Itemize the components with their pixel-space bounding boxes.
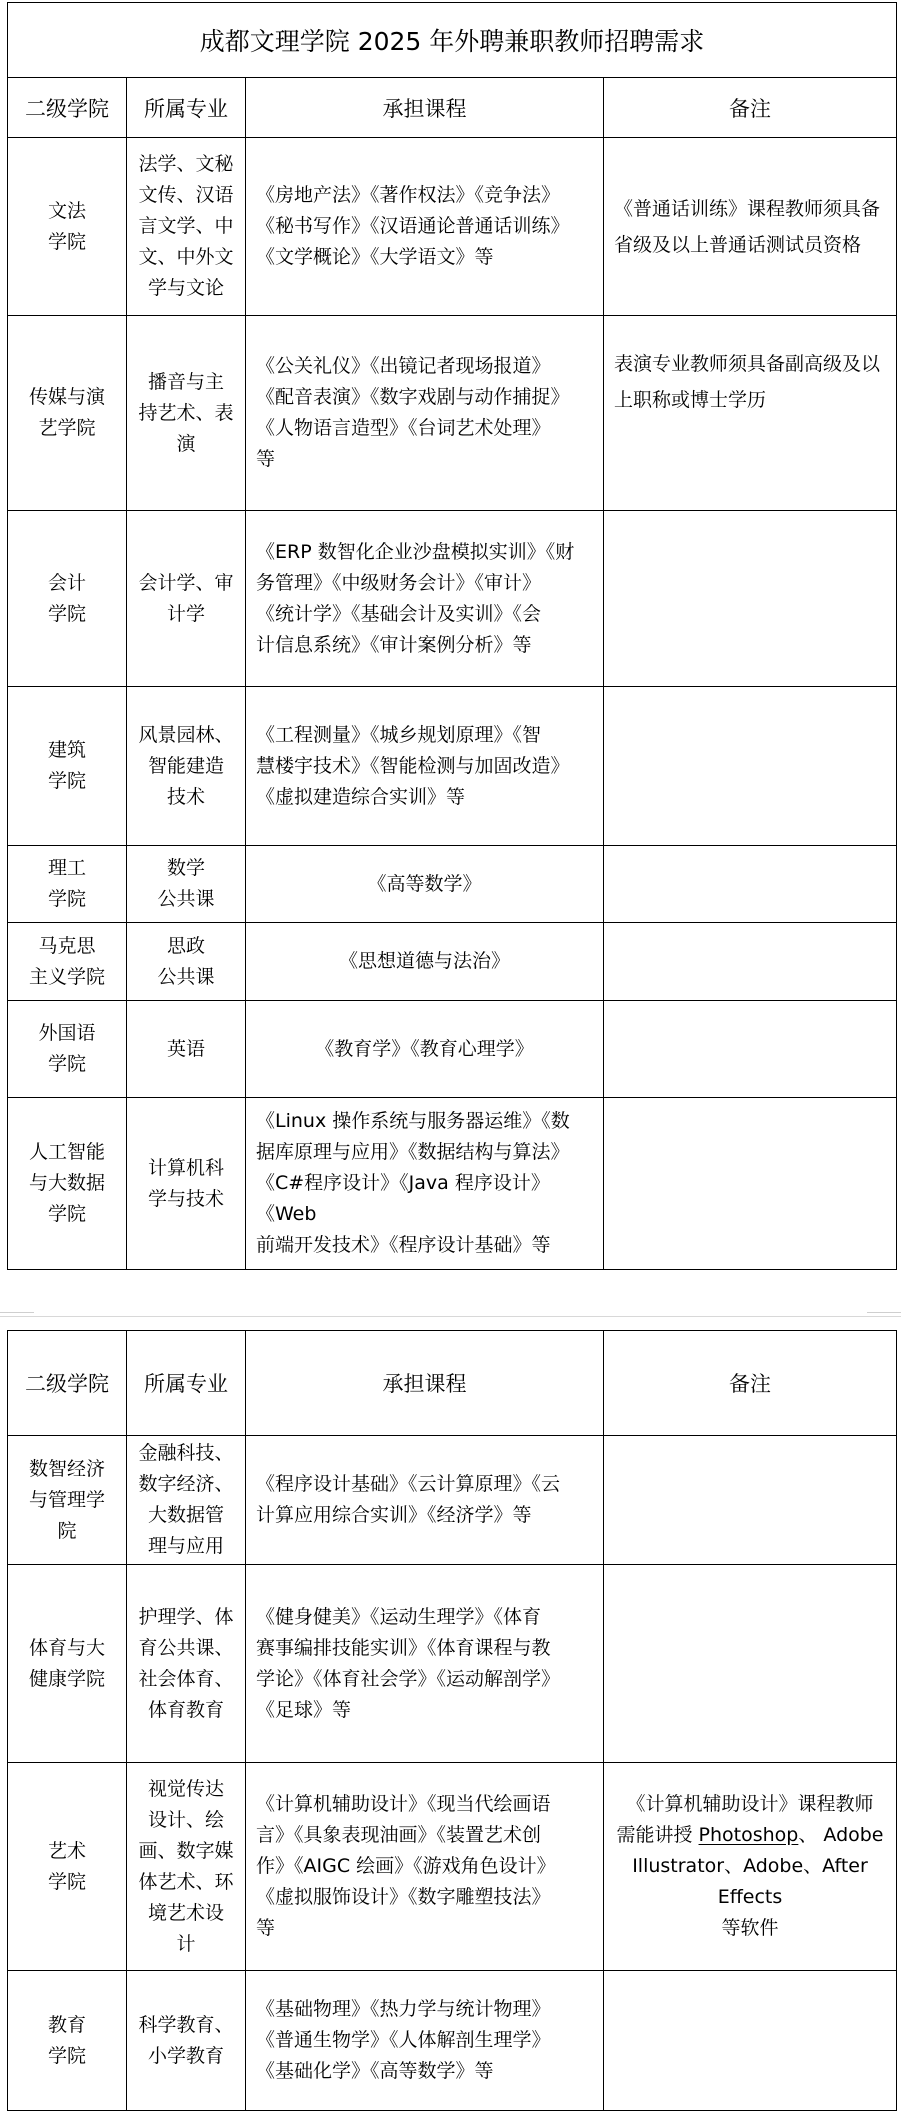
title-row [8, 3, 897, 78]
note-cell: 《普通话训练》课程教师须具备省级及以上普通话测试员资格 [604, 138, 897, 316]
college-cell: 建筑 学院 [8, 687, 127, 846]
courses-cell: 《高等数学》 [246, 846, 604, 923]
header-courses: 承担课程 [246, 78, 604, 138]
major-cell: 思政 公共课 [127, 923, 246, 1001]
courses-cell: 《基础物理》《热力学与统计物理》 《普通生物学》《人体解剖生理学》 《基础化学》《高等数学》等 [246, 1971, 604, 2111]
table-title: 成都文理学院 2025 年外聘兼职教师招聘需求 [8, 3, 897, 78]
college-cell: 理工 学院 [8, 846, 127, 923]
college-cell: 外国语 学院 [8, 1001, 127, 1098]
table-row [8, 687, 897, 846]
major-cell: 数学 公共课 [127, 846, 246, 923]
header-row [8, 1331, 897, 1436]
note-cell [604, 1763, 897, 1971]
header-row [8, 78, 897, 138]
header-college: 二级学院 [8, 1331, 127, 1436]
header-notes: 备注 [604, 78, 897, 138]
page-corner-mark-right [867, 1312, 901, 1321]
major-cell: 科学教育、 小学教育 [127, 1971, 246, 2111]
courses-cell: 《教育学》《教育心理学》 [246, 1001, 604, 1098]
major-cell: 英语 [127, 1001, 246, 1098]
major-cell: 风景园林、 智能建造 技术 [127, 687, 246, 846]
note-cell [604, 1971, 897, 2111]
header-notes: 备注 [604, 1331, 897, 1436]
note-cell: 表演专业教师须具备副高级及以上职称或博士学历 [604, 316, 897, 511]
note-cell [604, 1001, 897, 1098]
table-row [8, 1436, 897, 1565]
table-row [8, 1001, 897, 1098]
college-cell: 人工智能 与大数据 学院 [8, 1098, 127, 1270]
note-text-c: 、 Adobe Illustrator、Adobe、After Effects 等软件 [632, 1824, 884, 1939]
major-cell: 会计学、审 计学 [127, 511, 246, 687]
courses-cell: 《公关礼仪》《出镜记者现场报道》 《配音表演》《数字戏剧与动作捕捉》 《人物语言造型》《台词艺术处理》 等 [246, 316, 604, 511]
note-cell [604, 923, 897, 1001]
college-cell: 马克思 主义学院 [8, 923, 127, 1001]
courses-cell: 《思想道德与法治》 [246, 923, 604, 1001]
college-cell: 艺术 学院 [8, 1763, 127, 1971]
note-cell [604, 687, 897, 846]
table-row [8, 316, 897, 511]
college-cell: 文法 学院 [8, 138, 127, 316]
page-corner-mark-left [0, 1312, 34, 1321]
page-break-line [0, 1316, 901, 1317]
courses-cell: 《计算机辅助设计》《现当代绘画语 言》《具象表现油画》《装置艺术创 作》《AIGC 绘画》《游戏角色设计》 《虚拟服饰设计》《数字雕塑技法》 等 [246, 1763, 604, 1971]
note-text-photoshop: Photoshop [698, 1824, 799, 1846]
courses-cell: 《健身健美》《运动生理学》《体育 赛事编排技能实训》《体育课程与教 学论》《体育社会学》《运动解剖学》 《足球》等 [246, 1565, 604, 1763]
recruitment-table-page-1 [7, 2, 897, 1270]
recruitment-table-page-2 [7, 1330, 897, 2111]
courses-cell: 《房地产法》《著作权法》《竞争法》 《秘书写作》《汉语通论普通话训练》 《文学概论》《大学语文》等 [246, 138, 604, 316]
college-cell: 数智经济 与管理学 院 [8, 1436, 127, 1565]
college-cell: 体育与大 健康学院 [8, 1565, 127, 1763]
courses-cell: 《程序设计基础》《云计算原理》《云 计算应用综合实训》《经济学》等 [246, 1436, 604, 1565]
major-cell: 法学、文秘 文传、汉语 言文学、中 文、中外文 学与文论 [127, 138, 246, 316]
table-row [8, 923, 897, 1001]
note-cell [604, 846, 897, 923]
college-cell: 传媒与演 艺学院 [8, 316, 127, 511]
note-text-a: 《计算机辅助设计》课程教师 需能讲授 [616, 1793, 874, 1846]
courses-cell: 《工程测量》《城乡规划原理》《智 慧楼宇技术》《智能检测与加固改造》 《虚拟建造综合实训》等 [246, 687, 604, 846]
table-row [8, 1098, 897, 1270]
note-cell [604, 511, 897, 687]
header-college: 二级学院 [8, 78, 127, 138]
table-row [8, 1763, 897, 1971]
note-cell [604, 1436, 897, 1565]
table-row [8, 846, 897, 923]
table-row [8, 511, 897, 687]
major-cell: 视觉传达 设计、绘 画、数字媒 体艺术、环 境艺术设 计 [127, 1763, 246, 1971]
courses-cell: 《ERP 数智化企业沙盘模拟实训》《财 务管理》《中级财务会计》《审计》 《统计学》《基础会计及实训》《会 计信息系统》《审计案例分析》等 [246, 511, 604, 687]
major-cell: 金融科技、 数字经济、 大数据管 理与应用 [127, 1436, 246, 1565]
note-cell [604, 1565, 897, 1763]
courses-cell: 《Linux 操作系统与服务器运维》《数 据库原理与应用》《数据结构与算法》 《C#程序设计》《Java 程序设计》《Web 前端开发技术》《程序设计基础》等 [246, 1098, 604, 1270]
table-row [8, 1565, 897, 1763]
major-cell: 计算机科 学与技术 [127, 1098, 246, 1270]
header-major: 所属专业 [127, 1331, 246, 1436]
major-cell: 护理学、体 育公共课、 社会体育、 体育教育 [127, 1565, 246, 1763]
note-cell [604, 1098, 897, 1270]
table-row [8, 138, 897, 316]
college-cell: 教育 学院 [8, 1971, 127, 2111]
college-cell: 会计 学院 [8, 511, 127, 687]
table-row [8, 1971, 897, 2111]
header-courses: 承担课程 [246, 1331, 604, 1436]
header-major: 所属专业 [127, 78, 246, 138]
major-cell: 播音与主 持艺术、表 演 [127, 316, 246, 511]
